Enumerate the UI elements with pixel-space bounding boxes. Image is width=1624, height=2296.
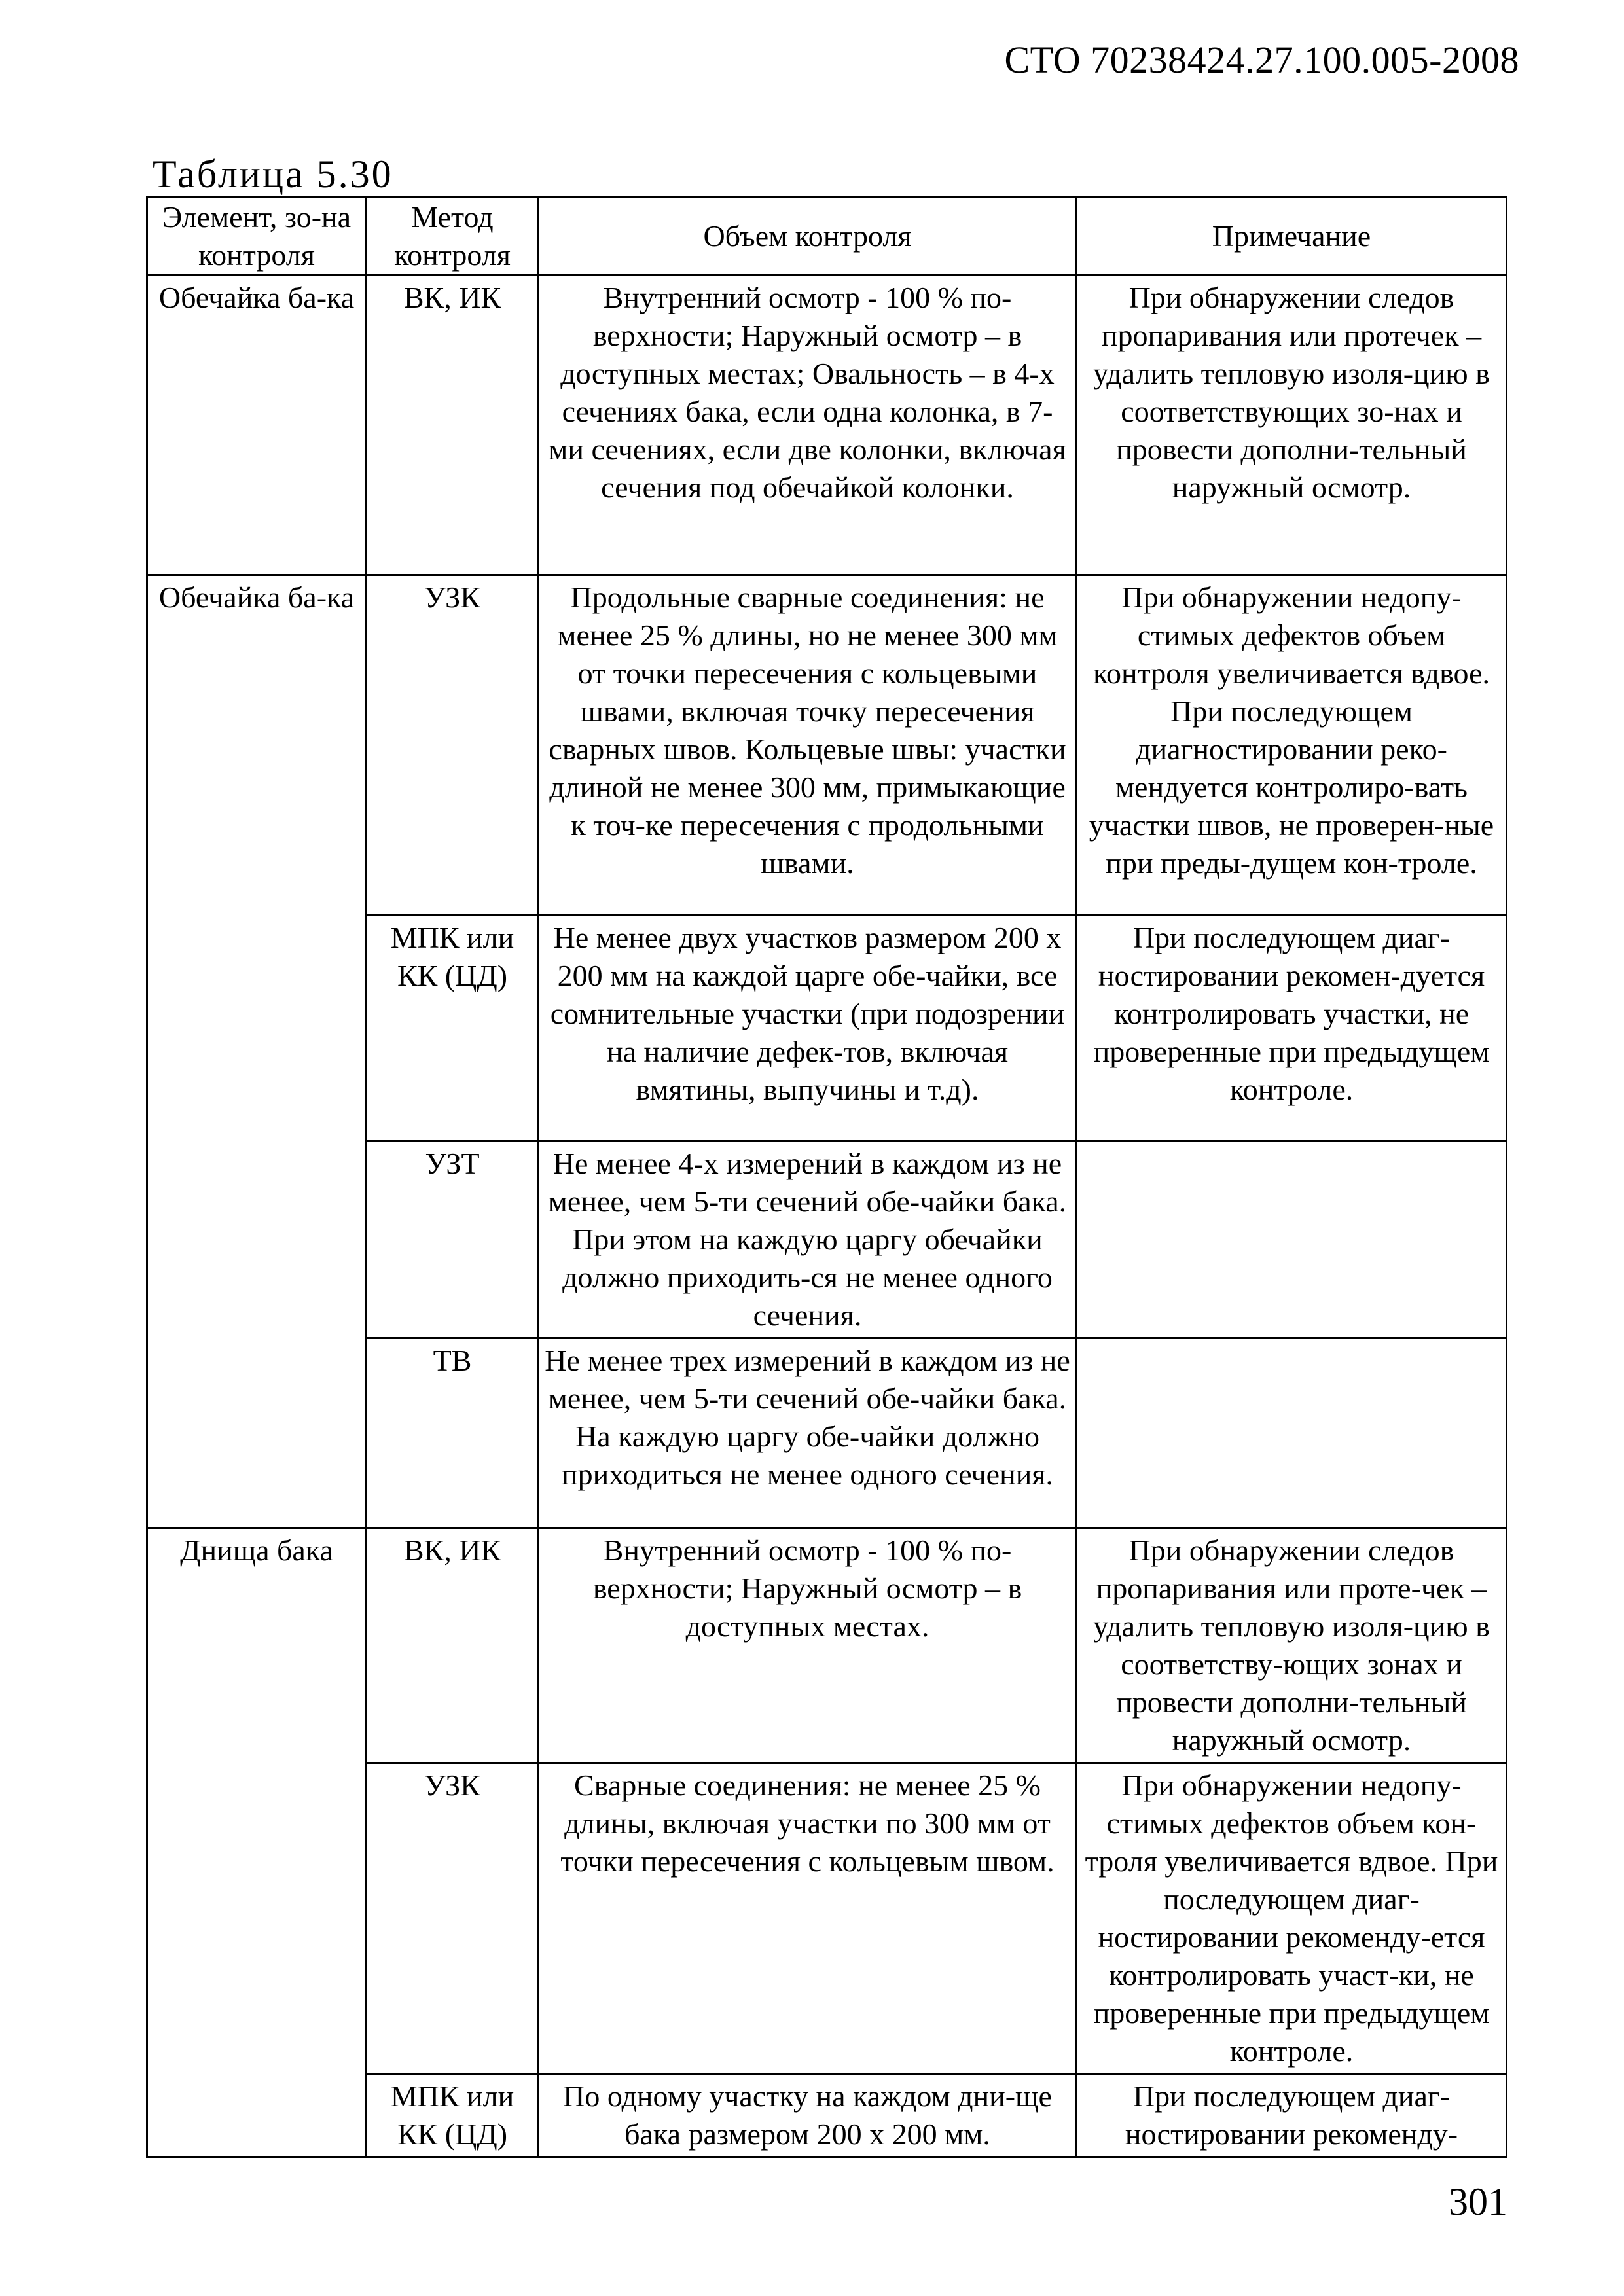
cell-element: Обечайка ба-ка [147, 575, 367, 1528]
cell-method: МПК или КК (ЦД) [367, 916, 539, 1141]
column-header-element: Элемент, зо-на контроля [147, 198, 367, 276]
cell-note [1077, 1338, 1507, 1528]
table-caption: Таблица 5.30 [153, 152, 393, 196]
control-table [146, 196, 1507, 2158]
cell-note: При обнаружении следов пропаривания или проте-чек – удалить тепловую изоля-цию в соответству-ющих зонах и провести дополни-тельный наружный осмотр. [1077, 1528, 1507, 1763]
cell-scope: По одному участку на каждом дни-ще бака размером 200 х 200 мм. [539, 2074, 1077, 2157]
cell-scope: Продольные сварные соединения: не менее 25 % длины, но не менее 300 мм от точки пересечения с кольцевыми швами, включая точку пересечения сварных швов. Кольцевые швы: участки длиной не менее 300 мм, примыкающие к точ-ке пересечения с продольными швами. [539, 575, 1077, 916]
cell-note: При последующем диаг-ностировании рекоменду- [1077, 2074, 1507, 2157]
page-number: 301 [1449, 2180, 1507, 2223]
cell-element: Днища бака [147, 1528, 367, 2157]
cell-scope: Не менее трех измерений в каждом из не менее, чем 5-ти сечений обе-чайки бака. На каждую царгу обе-чайки должно приходиться не менее одного сечения. [539, 1338, 1077, 1528]
cell-scope: Не менее двух участков размером 200 х 200 мм на каждой царге обе-чайки, все сомнительные участки (при подозрении на наличие дефек-тов, включая вмятины, выпучины и т.д). [539, 916, 1077, 1141]
table-row [147, 1528, 1507, 1763]
cell-method: УЗК [367, 575, 539, 916]
document-code: СТО 70238424.27.100.005-2008 [1004, 39, 1519, 81]
cell-note [1077, 1141, 1507, 1338]
cell-method: ВК, ИК [367, 1528, 539, 1763]
cell-note: При последующем диаг-ностировании рекомен-дуется контролировать участки, не проверенные при предыдущем контроле. [1077, 916, 1507, 1141]
cell-note: При обнаружении недопу-стимых дефектов объем контроля увеличивается вдвое. При последующем диагностировании реко-мендуется контролиро-вать участки швов, не проверен-ные при преды-дущем кон-троле. [1077, 575, 1507, 916]
column-header-scope: Объем контроля [539, 198, 1077, 276]
cell-scope: Внутренний осмотр - 100 % по-верхности; Наружный осмотр – в доступных местах; Овальность – в 4-х сечениях бака, если одна колонка, в 7-ми сечениях, если две колонки, включая сечения под обечайкой колонки. [539, 276, 1077, 575]
table-row [147, 575, 1507, 916]
cell-note: При обнаружении недопу-стимых дефектов объем кон-троля увеличивается вдвое. При последующем диаг-ностировании рекоменду-ется контролировать участ-ки, не проверенные при предыдущем контроле. [1077, 1763, 1507, 2074]
cell-method: ТВ [367, 1338, 539, 1528]
cell-method: ВК, ИК [367, 276, 539, 575]
cell-note: При обнаружении следов пропаривания или протечек – удалить тепловую изоля-цию в соответствующих зо-нах и провести дополни-тельный наружный осмотр. [1077, 276, 1507, 575]
cell-scope: Сварные соединения: не менее 25 % длины, включая участки по 300 мм от точки пересечения с кольцевым швом. [539, 1763, 1077, 2074]
table-header-row [147, 198, 1507, 276]
cell-element: Обечайка ба-ка [147, 276, 367, 575]
column-header-note: Примечание [1077, 198, 1507, 276]
cell-method: УЗТ [367, 1141, 539, 1338]
cell-method: УЗК [367, 1763, 539, 2074]
table-row [147, 276, 1507, 575]
cell-method: МПК или КК (ЦД) [367, 2074, 539, 2157]
column-header-method: Метод контроля [367, 198, 539, 276]
cell-scope: Не менее 4-х измерений в каждом из не менее, чем 5-ти сечений обе-чайки бака. При этом на каждую царгу обечайки должно приходить-ся не менее одного сечения. [539, 1141, 1077, 1338]
cell-scope: Внутренний осмотр - 100 % по-верхности; Наружный осмотр – в доступных местах. [539, 1528, 1077, 1763]
